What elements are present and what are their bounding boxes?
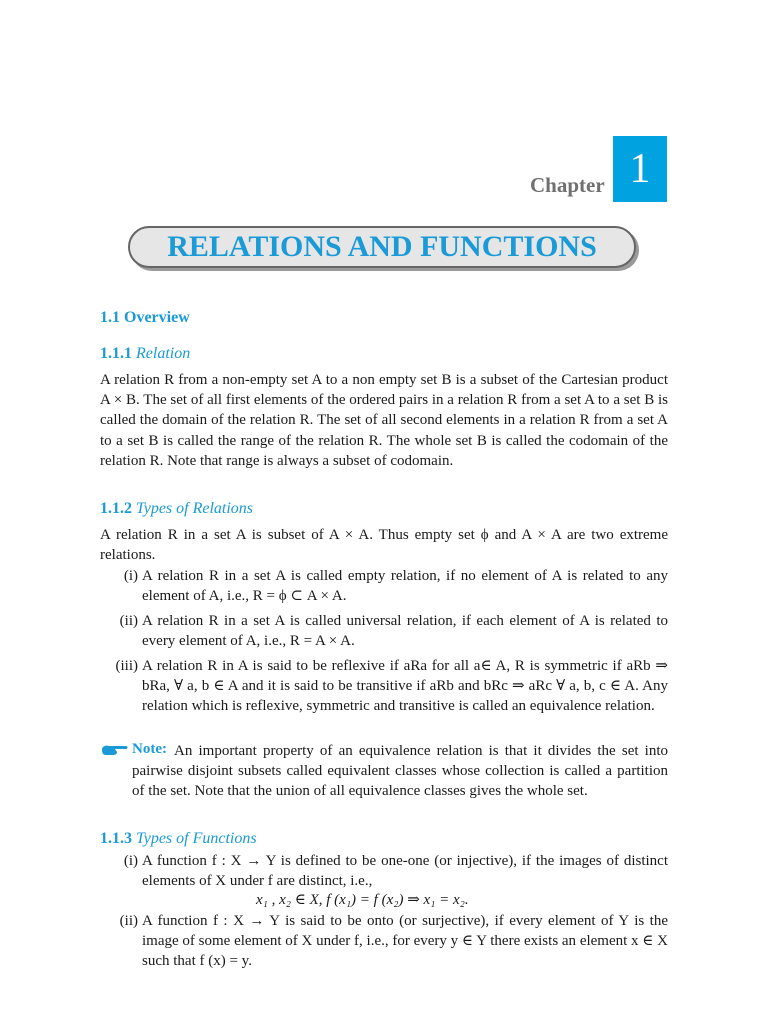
injective-condition: x₁ , x₂ ∈ X, f (x₁) = f (x₂) ⇒ x₁ = x₂. <box>256 892 469 908</box>
relation-item-number: (i) <box>123 568 138 584</box>
types-relations-number: 1.1.2 <box>100 500 132 517</box>
note-text: An important property of an equivalence relation is that it divides the set into pairwise disjoint subsets called equivalent classes whose collection is called a partition of the set. Note that the union of all equivalence classes gives the whole set. <box>132 743 668 800</box>
relation-paragraph: A relation R from a non-empty set A to a non empty set B is a subset of the Cartesian product A × B. The set of all first elements of the ordered pairs in a relation R from a set A to a set B is called the domain of the relation R. The set of all second elements in a relation R from a set A to a set B is called the range of the relation R. The whole set B is called the codomain of the relation R. Note that range is always a subset of codomain. <box>100 372 668 469</box>
pointing-hand-icon <box>100 741 130 757</box>
function-item-text: A function f : X → Y is said to be onto (or surjective), if every element of Y is the image of some element of X under f, i.e., for every y ∈ Y there exists an element x ∈ X such that f (x) = y. <box>142 913 668 970</box>
types-relations-heading <box>100 500 253 518</box>
relation-item-text: A relation R in A is said to be reflexive if aRa for all a∈ A, R is symmetric if aRb ⇒ bRa, ∀ a, b ∈ A and it is said to be transitive if aRb and bRc ⇒ aRc ∀ a, b, c ∈ A. Any relation which is reflexive, symmetric and transitive is called an equivalence relation. <box>142 658 668 715</box>
relation-heading-title: Relation <box>136 345 191 362</box>
relation-item-number: (ii) <box>119 613 138 629</box>
types-functions-number: 1.1.3 <box>100 830 132 847</box>
function-item-text: A function f : X → Y is defined to be one-one (or injective), if the images of distinct elements of X under f are distinct, i.e., <box>142 853 668 890</box>
types-relations-title: Types of Relations <box>136 500 254 517</box>
chapter-label: Chapter <box>530 173 605 197</box>
relation-heading <box>100 345 190 363</box>
chapter-title: RELATIONS AND FUNCTIONS <box>128 226 636 268</box>
relation-item-text: A relation R in a set A is called empty relation, if no element of A is related to any element of A, i.e., R = ϕ ⊂ A × A. <box>142 568 668 605</box>
relation-item-text: A relation R in a set A is called universal relation, if each element of A is related to every element of A, i.e., R = A × A. <box>142 613 668 650</box>
chapter-number-box: 1 <box>613 136 667 202</box>
overview-heading: 1.1 Overview <box>100 309 190 326</box>
types-relations-intro: A relation R in a set A is subset of A × A. Thus empty set ϕ and A × A are two extreme relations. <box>100 527 668 564</box>
note-label: Note: <box>132 741 167 757</box>
types-functions-title: Types of Functions <box>136 830 257 847</box>
relation-item-number: (iii) <box>115 658 138 674</box>
function-item-number: (i) <box>123 853 138 869</box>
types-functions-heading <box>100 830 257 848</box>
function-item-number: (ii) <box>119 913 138 929</box>
relation-heading-number: 1.1.1 <box>100 345 132 362</box>
